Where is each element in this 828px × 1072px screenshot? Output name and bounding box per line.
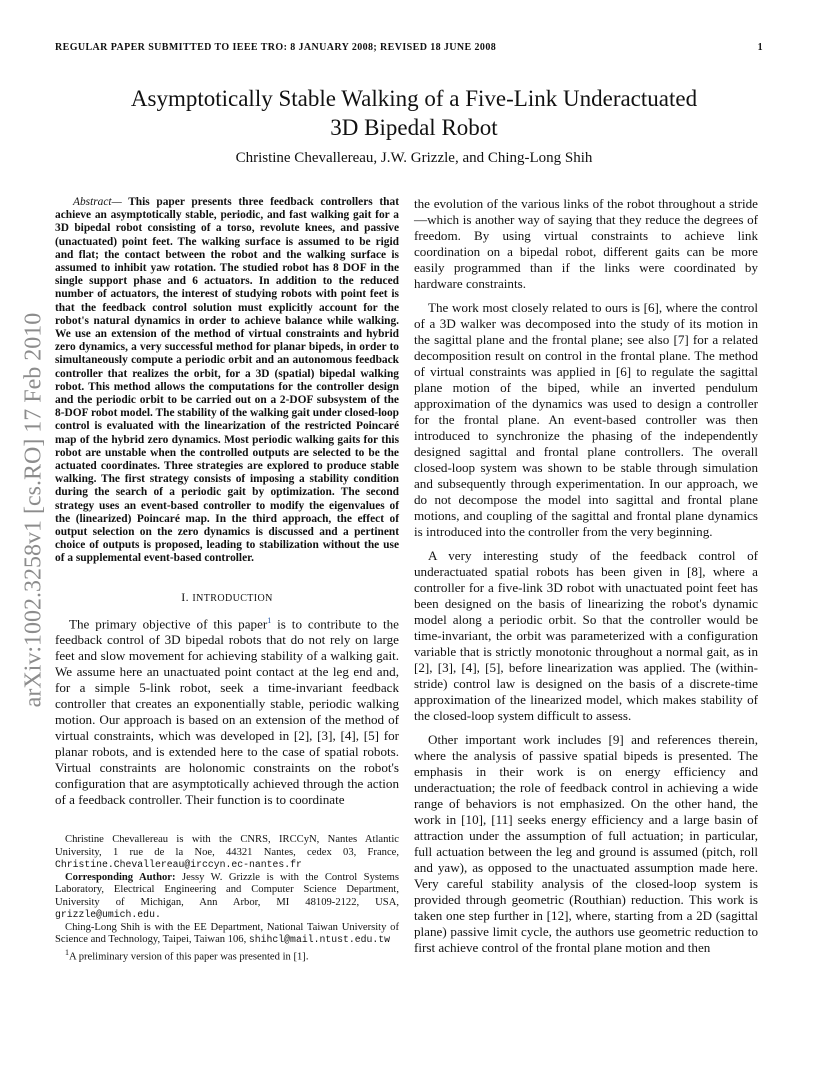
email-link[interactable]: Christine.Chevallereau@irccyn.ec-nantes.fr xyxy=(55,859,302,871)
footnote-affiliation-1 xyxy=(55,834,399,872)
paper-title xyxy=(0,84,828,142)
left-column xyxy=(55,196,399,964)
section-number: I. xyxy=(181,589,193,604)
email-link[interactable]: shihcl@mail.ntust.edu.tw xyxy=(248,934,391,946)
footnote-affiliation-2 xyxy=(55,872,399,922)
footnote-text: Christine Chevallereau is with the CNRS, IRCCyN, Nantes Atlantic University, 1 rue de la Noe, 44321 Nantes, cedex 03, France, xyxy=(55,834,399,858)
paragraph-other-work: Other important work includes [9] and references therein, where the analysis of passive spatial bipeds is presented. The emphasis in their work is on energy efficiency and underactuation; the role of feedback control in achieving a wide range of behaviors is not emphasized. On the other hand, the work in [10], [11] seeks energy efficiency and a large basin of attraction under the assumption of full actuation; in particular, full actuation between the leg and ground is assumed (pitch, roll and yaw), as opposed to the unactuated assumption made here. Very careful stability analysis of the closed-loop system is provided through geometric (Routhian) reduction. This work is taken one step further in [12], where, starting from a 2D (sagittal plane) passive limit cycle, the authors use geometric reduction to first achieve control of the frontal plane motion and then xyxy=(414,732,758,955)
arxiv-identifier[interactable]: arXiv:1002.3258v1 [cs.RO] 17 Feb 2010 xyxy=(20,312,47,708)
running-header xyxy=(55,42,763,53)
intro-text-rest: is to contribute to the feedback control of 3D bipedal robots that do not rely on large feet and slow movement for achieving stability of a walking gait. We assume here an unactuated point contact at the leg end and, for a simple 5-link robot, seek a time-invariant feedback controller that creates an exponentially stable, periodic walking motion. Our approach is based on an extension of the method of virtual constraints, which was developed in [2], [3], [4], [5] for planar robots, and is extended here to the case of spatial robots. Virtual constraints are holonomic constraints on the robot's configuration that are asymptotically achieved through the action of a feedback controller. Their function is to coordinate xyxy=(55,616,399,808)
section-heading-introduction xyxy=(55,590,399,605)
author-list: Christine Chevallereau, J.W. Grizzle, and Ching-Long Shih xyxy=(235,150,593,166)
arxiv-stamp[interactable] xyxy=(14,265,54,755)
footnote-marker[interactable]: 1 xyxy=(267,615,272,625)
section-title: INTRODUCTION xyxy=(192,592,273,604)
footnote-preliminary-version xyxy=(55,947,399,964)
email-link[interactable]: grizzle@umich.edu. xyxy=(55,909,161,921)
abstract xyxy=(55,196,399,566)
footnote-text: A preliminary version of this paper was presented in [1]. xyxy=(69,951,309,963)
footnote-affiliation-3 xyxy=(55,922,399,947)
title-line-1: Asymptotically Stable Walking of a Five-Link Underactuated xyxy=(130,86,698,111)
running-title: REGULAR PAPER SUBMITTED TO IEEE TRO: 8 JANUARY 2008; REVISED 18 JUNE 2008 xyxy=(55,42,497,53)
footnote-text: Ching-Long Shih is with the EE Department, National Taiwan University of Science and Technology, Taipei, Taiwan 106, xyxy=(55,921,399,946)
right-column xyxy=(414,196,758,964)
title-line-2: 3D Bipedal Robot xyxy=(330,115,498,140)
page-number: 1 xyxy=(757,42,763,53)
paragraph-spatial-robots: A very interesting study of the feedback control of underactuated spatial robots has been given in [8], where a controller for a five-link 3D robot with unactuated point feet has been designed on the basis of linearizing the robot's dynamic model along a periodic orbit. So that the controller would be time-invariant, the orbit was parameterized with a configuration variable that is strictly monotonic throughout a normal gait, as in [2], [3], [4], [5], before linearization was applied. The (within-stride) control law is designed on the basis of a discrete-time approximation of the linearized model, which makes stability of the closed-loop system difficult to assess. xyxy=(414,548,758,723)
abstract-label: Abstract— xyxy=(73,196,122,208)
paragraph-continuation: the evolution of the various links of the robot throughout a stride—which is another way of saying that they reduce the degrees of freedom. By using virtual constraints to achieve link coordination on a bipedal robot, different gaits can be more easily programmed than if the links were coordinated by hardware constraints. xyxy=(414,196,758,291)
paragraph-related-work: The work most closely related to ours is [6], where the control of a 3D walker was decomposed into the study of its motion in the sagittal plane and the frontal plane; see also [7] for a related decomposition result on control in the frontal plane. The method of virtual constraints was applied in [6] to regulate the sagittal plane motion of the biped, while an inverted pendulum approximation of the dynamics was used to design a controller for the frontal plane. An event-based controller was then introduced to synchronize the phasing of the independently designed sagittal and frontal plane controllers. The overall closed-loop system was shown to be stable through simulation and subsequently through experimentation. In our approach, we do not decompose the model into sagittal and frontal plane motions, and coupling of the sagittal and frontal plane dynamics is introduced into the controller from the very beginning. xyxy=(414,300,758,539)
abstract-text: This paper presents three feedback controllers that achieve an asymptotically stable, periodic, and fast walking gait for a 3D bipedal robot consisting of a torso, revolute knees, and passive (unactuated) point feet. The walking surface is assumed to be rigid and flat; the contact between the robot and the walking surface is assumed to inhibit yaw rotation. The studied robot has 8 DOF in the single support phase and 6 actuators. In addition to the reduced number of actuators, the interest of studying robots with point feet is that the feedback control solution must explicitly account for the robot's natural dynamics in order to achieve balance while walking. We use an extension of the method of virtual constraints and hybrid zero dynamics, a very successful method for planar bipeds, in order to simultaneously compute a periodic orbit and an autonomous feedback controller that realizes the orbit, for a 3D (spatial) bipedal walking robot. This method allows the computations for the controller design and the periodic orbit to be carried out on a 2-DOF subsystem of the 8-DOF robot model. The stability of the walking gait under closed-loop control is evaluated with the linearization of the restricted Poincaré map of the hybrid zero dynamics. Most periodic walking gaits for this robot are unstable when the controlled outputs are selected to be the actuated coordinates. Three strategies are explored to produce stable walking. The first strategy consists of imposing a stability condition during the search of a periodic gait by optimization. The second strategy uses an event-based controller to modify the eigenvalues of the (linearized) Poincaré map. In the third approach, the effect of output selection on the zero dynamics is discussed and a pertinent choice of outputs is proposed, leading to stabilization without the use of a supplemental event-based controller. xyxy=(55,196,399,565)
footnotes xyxy=(55,834,399,964)
corresponding-author-label: Corresponding Author: xyxy=(65,871,176,883)
footnote-text: Jessy W. Grizzle is with the Control Systems Laboratory, Electrical Engineering and Computer Science Department, University of Michigan, Ann Arbor, MI 48109-2122, USA, xyxy=(55,871,400,908)
footnote-number: 1 xyxy=(65,947,69,957)
intro-text-start: The primary objective of this paper xyxy=(69,616,268,632)
intro-paragraph xyxy=(55,613,399,808)
